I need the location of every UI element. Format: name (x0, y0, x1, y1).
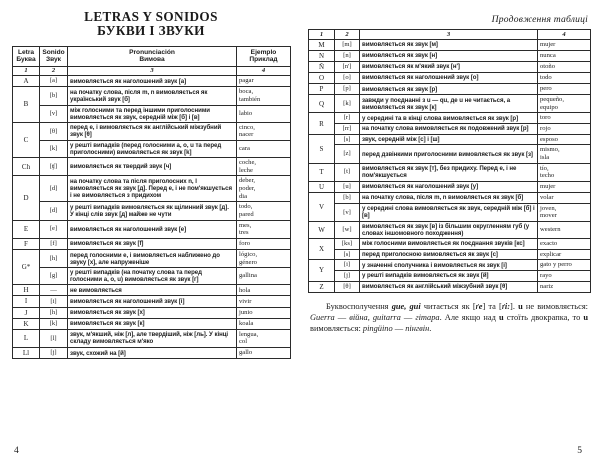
cell-letter: K (13, 318, 40, 329)
cell-sound: [s] (335, 134, 360, 145)
footnote-paragraph (308, 301, 590, 334)
cell-example: toro (538, 113, 591, 124)
header-letter-uk: Буква (16, 56, 36, 64)
cell-letter: D (13, 176, 40, 220)
table-row (309, 61, 591, 72)
cell-description: у середині та в кінці слова вимовляється як звук [р] (360, 113, 538, 124)
cell-example: pagar (237, 76, 291, 87)
cell-sound: [i] (40, 296, 68, 307)
colnum-1: 1 (13, 66, 40, 76)
cell-description: вимовляється як звук [к] (68, 318, 237, 329)
table-header-row (13, 46, 291, 66)
table-row (309, 124, 591, 135)
cell-example: gallina (237, 268, 291, 285)
cell-letter: N (309, 50, 335, 61)
cell-description: вимовляється як звук [н] (360, 50, 538, 61)
table-row (13, 329, 291, 347)
cell-letter: X (309, 239, 335, 260)
cell-example: foro (237, 238, 291, 249)
cell-description: вимовляється як м'який звук [н'] (360, 61, 538, 72)
cell-sound: [a] (40, 76, 68, 87)
table-row (13, 105, 291, 122)
cell-description: вимовляється як звук [м] (360, 39, 538, 50)
cell-description: на початку слова, після m, n вимовляється як український звук [б] (68, 87, 237, 105)
cell-sound: [v] (335, 203, 360, 221)
cell-example: boca, también (237, 87, 291, 105)
note-text-3: ] та [ (482, 301, 502, 311)
note-bold-u-2: u (498, 312, 504, 322)
cell-letter: L (13, 329, 40, 347)
cell-example: cara (237, 140, 291, 157)
table-row (309, 260, 591, 271)
cell-sound: [e] (40, 220, 68, 238)
cell-letter: T (309, 163, 335, 181)
cell-sound: [ks] (335, 239, 360, 250)
cell-letter: O (309, 72, 335, 83)
cell-letter: A (13, 76, 40, 87)
table-number-row (13, 66, 291, 76)
cell-example: cinco, nacer (237, 122, 291, 140)
table-row (309, 249, 591, 260)
note-text-4: ]. (510, 301, 519, 311)
cell-description: перед приголосною вимовляється як звук [с] (360, 249, 538, 260)
colnum-2: 2 (335, 30, 360, 40)
cell-description: вимовляється як звук [p] (360, 84, 538, 95)
header-pronunciation-es: Pronunciación (129, 48, 175, 56)
title-spanish: LETRAS Y SONIDOS (84, 9, 218, 24)
cell-example: junio (237, 307, 291, 318)
table-row (309, 281, 591, 292)
cell-sound: [k] (335, 95, 360, 113)
header-example-es: Ejemplo (250, 48, 277, 56)
note-text-7: , (367, 312, 373, 322)
note-text-6: — (334, 312, 350, 322)
cell-example: koala (237, 318, 291, 329)
cell-example: todo, pared (237, 202, 291, 220)
header-letter (13, 46, 40, 66)
colnum-4: 4 (237, 66, 291, 76)
cell-sound: [k] (40, 318, 68, 329)
cell-description: звук, схожий на [й] (68, 348, 237, 359)
cell-description: звук, м'якший, ніж [л], але твердіший, ніж [ль]. У кінці складу вимовляється м'яко (68, 329, 237, 347)
cell-description: у решті випадків вимовляється як щілинний звук [д]. У кінці слів звук [д] майже не чути (68, 202, 237, 220)
cell-letter: G* (13, 249, 40, 284)
cell-description: у решті випадків вимовляється як звук [й] (360, 271, 538, 282)
note-text-12: — (392, 323, 406, 333)
table-row (309, 271, 591, 282)
cell-description: вимовляється як наголошений звук [о] (360, 72, 538, 83)
cell-example: nariz (538, 281, 591, 292)
header-letter-es: Letra (17, 48, 35, 56)
cell-example: otoño (538, 61, 591, 72)
note-ipa-2: ґі: (501, 301, 511, 311)
cell-example: deber, poder, dia (237, 176, 291, 202)
note-text-2: читається як [ (420, 301, 476, 311)
cell-description: на початку слова, після m, n вимовляється як звук [б] (360, 193, 538, 204)
note-ital-viyna: війна (349, 312, 368, 322)
cell-example: nunca (538, 50, 591, 61)
table-row (13, 202, 291, 220)
cell-description: між голосними та перед іншими приголосними вимовляється як звук, середній між [б] і [в] (68, 105, 237, 122)
table-row (13, 76, 291, 87)
cell-description: між голосними вимовляється як поєднання звуків [кс] (360, 239, 538, 250)
header-sound (40, 46, 68, 66)
cell-letter: Ch (13, 158, 40, 176)
cell-letter: B (13, 87, 40, 122)
cell-letter: J (13, 307, 40, 318)
colnum-1: 1 (309, 30, 335, 40)
cell-sound: [p] (335, 84, 360, 95)
note-ital-pinguino: pingüino (362, 323, 393, 333)
note-bold-gue-gui: gue, gui (391, 301, 421, 311)
table-row (13, 348, 291, 359)
cell-sound: [n] (335, 50, 360, 61)
table-row (13, 268, 291, 285)
cell-example: hola (237, 285, 291, 296)
cell-description: вимовляється як звук [х] (68, 307, 237, 318)
note-text-1: Буквосполучення (326, 301, 392, 311)
cell-description: на початку слова та після приголосних n, l вимовляється як звук [д]. Перед e, i не пом'якшується і не вимовляється з придихом (68, 176, 237, 202)
table-row (309, 221, 591, 238)
header-pronunciation (68, 46, 237, 66)
cell-sound: [b] (40, 87, 68, 105)
cell-description: вимовляється як наголошений звук [а] (68, 76, 237, 87)
table-row (309, 84, 591, 95)
cell-example: rayo (538, 271, 591, 282)
page-number-left: 4 (14, 446, 19, 456)
table-row (13, 140, 291, 157)
page-number-right: 5 (577, 446, 582, 456)
colnum-4: 4 (538, 30, 591, 40)
cell-example: todo (538, 72, 591, 83)
cell-letter: Y (309, 260, 335, 281)
cell-sound: [θ] (40, 122, 68, 140)
cell-example: mujer (538, 39, 591, 50)
cell-description: у середині слова вимовляється як звук, середній між [б] і [в] (360, 203, 538, 221)
table-row (13, 122, 291, 140)
note-text-9: . Але якщо над (439, 312, 499, 322)
table-row (309, 181, 591, 192)
cell-letter: Z (309, 281, 335, 292)
cell-sound: [j] (40, 348, 68, 359)
table-row (309, 50, 591, 61)
cell-example: lengua, col (237, 329, 291, 347)
cell-example: rojo (538, 124, 591, 135)
table-row (309, 193, 591, 204)
note-text-11: вимовляється: (310, 323, 363, 333)
cell-description: вимовляється як звук [т], без придиху. Перед e, i не пом'якшується (360, 163, 538, 181)
cell-sound: [ʧ] (40, 158, 68, 176)
table-number-row (309, 30, 591, 40)
note-ital-pinhvin: пінгвін (405, 323, 430, 333)
cell-sound: [d] (40, 202, 68, 220)
cell-letter: S (309, 134, 335, 163)
cell-sound: [f] (40, 238, 68, 249)
note-ital-hitara: гітара (415, 312, 440, 322)
cell-description: вимовляється як наголошений звук [у] (360, 181, 538, 192)
cell-letter: Ñ (309, 61, 335, 72)
cell-example: labio (237, 105, 291, 122)
header-example-uk: Приклад (249, 56, 278, 64)
letters-sounds-table-right (308, 29, 591, 293)
cell-sound: [m] (335, 39, 360, 50)
continuation-caption: Продовження таблиці (491, 14, 588, 25)
note-text-13: . (429, 323, 432, 333)
cell-example: coche, leche (237, 158, 291, 176)
cell-sound: [r] (335, 113, 360, 124)
cell-description: у решті випадків (на початку слова та перед голосними a, o, u) вимовляється як звук [г] (68, 268, 237, 285)
table-row (309, 39, 591, 50)
cell-example: mujer (538, 181, 591, 192)
note-bold-u-1: u (518, 301, 523, 311)
note-ipa-1: ґе (475, 301, 483, 311)
cell-sound: [i] (335, 260, 360, 271)
page-right (300, 0, 600, 462)
table-row (13, 158, 291, 176)
table-row (13, 296, 291, 307)
cell-letter: H (13, 285, 40, 296)
table-row (309, 239, 591, 250)
cell-letter: E (13, 220, 40, 238)
cell-sound: [θ] (335, 281, 360, 292)
cell-description: у решті випадків (перед голосними a, o, u та перед приголосними) вимовляється як звук [k] (68, 140, 237, 157)
table-row (309, 72, 591, 83)
letters-sounds-table-left (12, 46, 291, 360)
cell-sound: [z] (335, 145, 360, 163)
table-body-left (13, 76, 291, 359)
note-bold-u-3: u (583, 312, 589, 322)
cell-description: вимовляється як наголошений звук [i] (68, 296, 237, 307)
cell-example: western (538, 221, 591, 238)
cell-letter: V (309, 193, 335, 222)
table-row (13, 87, 291, 105)
colnum-2: 2 (40, 66, 68, 76)
cell-sound: [n'] (335, 61, 360, 72)
cell-sound: [b] (335, 193, 360, 204)
cell-sound: [t] (335, 163, 360, 181)
header-sound-uk: Звук (46, 56, 61, 64)
cell-example: tío, techo (538, 163, 591, 181)
note-ital-guitarra: guitarra (372, 312, 401, 322)
colnum-3: 3 (360, 30, 538, 40)
cell-description: у значенні сполучника і вимовляється як звук [i] (360, 260, 538, 271)
table-row (309, 113, 591, 124)
cell-letter: C (13, 122, 40, 157)
cell-letter: W (309, 221, 335, 238)
cell-sound: [k] (40, 140, 68, 157)
table-row (13, 220, 291, 238)
cell-sound: [v] (40, 105, 68, 122)
cell-example: volar (538, 193, 591, 204)
cell-description: на початку слова вимовляється як подовжений звук [р] (360, 124, 538, 135)
cell-sound: [h] (40, 249, 68, 267)
page-title (12, 10, 290, 39)
table-row (13, 176, 291, 202)
header-sound-es: Sonido (42, 48, 65, 56)
note-text-5: не вимовляється: (522, 301, 588, 311)
cell-letter: F (13, 238, 40, 249)
cell-letter: R (309, 113, 335, 134)
cell-description: перед e, i вимовляється як англійський міжзубний звук [θ] (68, 122, 237, 140)
cell-example: pero (538, 84, 591, 95)
cell-sound: [h] (40, 307, 68, 318)
cell-example: gallo (237, 348, 291, 359)
cell-example: vivir (237, 296, 291, 307)
cell-example: esposo (538, 134, 591, 145)
cell-description: перед голосними e, i вимовляється наближено до звуку [х], але напруженіше (68, 249, 237, 267)
table-row (13, 249, 291, 267)
note-ital-guerra: Guerra (310, 312, 335, 322)
table-body-right (309, 39, 591, 292)
cell-example: explicar (538, 249, 591, 260)
cell-sound: [d] (40, 176, 68, 202)
table-row (309, 145, 591, 163)
cell-description: вимовляється як англійський міжзубний звук [θ] (360, 281, 538, 292)
cell-sound: [u] (335, 181, 360, 192)
table-row (309, 134, 591, 145)
colnum-3: 3 (68, 66, 237, 76)
cell-description: вимовляється як твердий звук [ч] (68, 158, 237, 176)
table-row (13, 307, 291, 318)
table-row (13, 238, 291, 249)
cell-sound: [j] (335, 271, 360, 282)
cell-sound: — (40, 285, 68, 296)
cell-example: exacto (538, 239, 591, 250)
cell-sound: [rr] (335, 124, 360, 135)
cell-sound: [o] (335, 72, 360, 83)
cell-sound: [w] (335, 221, 360, 238)
cell-description: перед дзвінкими приголосними вимовляється як звук [з] (360, 145, 538, 163)
cell-sound: [g] (40, 268, 68, 285)
header-pronunciation-uk: Вимова (139, 56, 165, 64)
table-row (309, 203, 591, 221)
cell-description: завжди у поєднанні з u — qu, де u не читається, а вимовляється як звук [к] (360, 95, 538, 113)
cell-letter: I (13, 296, 40, 307)
header-example (237, 46, 291, 66)
cell-description: вимовляється як наголошений звук [е] (68, 220, 237, 238)
cell-example: pequeño, equipo (538, 95, 591, 113)
table-row (309, 163, 591, 181)
note-text-8: — (400, 312, 416, 322)
cell-sound: [l] (40, 329, 68, 347)
cell-letter: Ll (13, 348, 40, 359)
cell-letter: Q (309, 95, 335, 113)
table-row (13, 318, 291, 329)
cell-example: mes, tres (237, 220, 291, 238)
cell-example: mismo, isla (538, 145, 591, 163)
note-text-10: стоїть двокрапка, то (503, 312, 584, 322)
cell-example: gato y perro (538, 260, 591, 271)
cell-description: вимовляється як звук [в] із більшим округленням губ (у словах іншомовного походження) (360, 221, 538, 238)
cell-letter: P (309, 84, 335, 95)
cell-description: не вимовляється (68, 285, 237, 296)
table-row (13, 285, 291, 296)
cell-sound: [s] (335, 249, 360, 260)
cell-description: вимовляється як звук [f] (68, 238, 237, 249)
table-row (309, 95, 591, 113)
cell-example: lógico, género (237, 249, 291, 267)
cell-description: звук, середній між [c] і [ш] (360, 134, 538, 145)
cell-example: joven, mover (538, 203, 591, 221)
cell-letter: M (309, 39, 335, 50)
title-ukrainian: БУКВИ І ЗВУКИ (97, 23, 205, 39)
cell-letter: U (309, 181, 335, 192)
